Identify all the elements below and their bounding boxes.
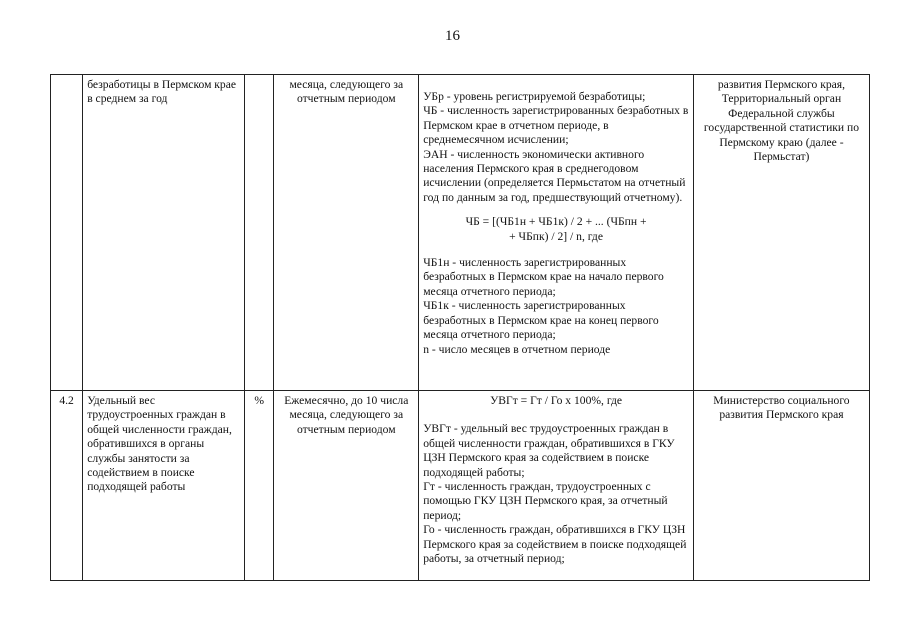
method-line: Го - численность граждан, обратившихся в ГКУ ЦЗН Пермского края за содействием в поиске подходящей работы, за отчетный период;: [423, 523, 687, 566]
source-cell: Министерство социального развития Пермского края: [693, 391, 869, 581]
method-line: n - число месяцев в отчетном периоде: [423, 342, 611, 356]
method-cell: [419, 391, 694, 581]
table-row: [51, 75, 870, 391]
method-line: УВГт - удельный вес трудоустроенных граждан в общей численности граждан, обратившихся в ГКУ ЦЗН Пермского края за содействием в поиске подходящей работы;: [423, 422, 675, 479]
unit-cell: %: [245, 391, 274, 581]
period-cell: месяца, следующего за отчетным периодом: [274, 75, 419, 391]
method-line: УБр - уровень регистрируемой безработицы;: [423, 90, 646, 103]
formula: УВГт = Гт / Го х 100%, где: [490, 394, 623, 407]
unit-cell: [245, 75, 274, 391]
method-line: Гт - численность граждан, трудоустроенных с помощью ГКУ ЦЗН Пермского края, за отчетный период;: [423, 480, 668, 522]
indicator-name: Удельный вес трудоустроенных граждан в общей численности граждан, обратившихся в органы службы занятости за содействием в поиске подходящей работы: [83, 391, 245, 581]
formula-line: + ЧБпк) / 2] / n, где: [509, 229, 603, 243]
formula: [423, 215, 689, 244]
method-line: ЧБ1н - численность зарегистрированных безработных в Пермском крае на начало первого месяца отчетного периода;: [423, 256, 664, 298]
row-number: [51, 75, 83, 391]
method-cell: [419, 75, 694, 391]
table-row: [51, 391, 870, 581]
method-line: ЧБ1к - численность зарегистрированных безработных в Пермском крае на конец первого месяца отчетного периода;: [423, 299, 659, 342]
indicator-name: безработицы в Пермском крае в среднем за год: [83, 75, 245, 391]
source-cell: развития Пермского края, Территориальный орган Федеральной службы государственной статистики по Пермскому краю (далее - Пермьстат): [693, 75, 869, 391]
formula-line: ЧБ = [(ЧБ1н + ЧБ1к) / 2 + ... (ЧБпн +: [465, 215, 647, 229]
page-number: 16: [445, 28, 460, 44]
row-number: 4.2: [51, 391, 83, 581]
method-line: ЧБ - численность зарегистрированных безработных в Пермском крае в отчетном периоде, в среднемесячном исчислении;: [423, 104, 689, 147]
indicator-table: [50, 74, 870, 581]
period-cell: Ежемесячно, до 10 числа месяца, следующего за отчетным периодом: [274, 391, 419, 581]
method-line: ЭАН - численность экономически активного населения Пермского края в среднегодовом исчислении (определяется Пермьстатом на отчетный год по данным за год, предшествующий отчетному).: [423, 147, 686, 204]
